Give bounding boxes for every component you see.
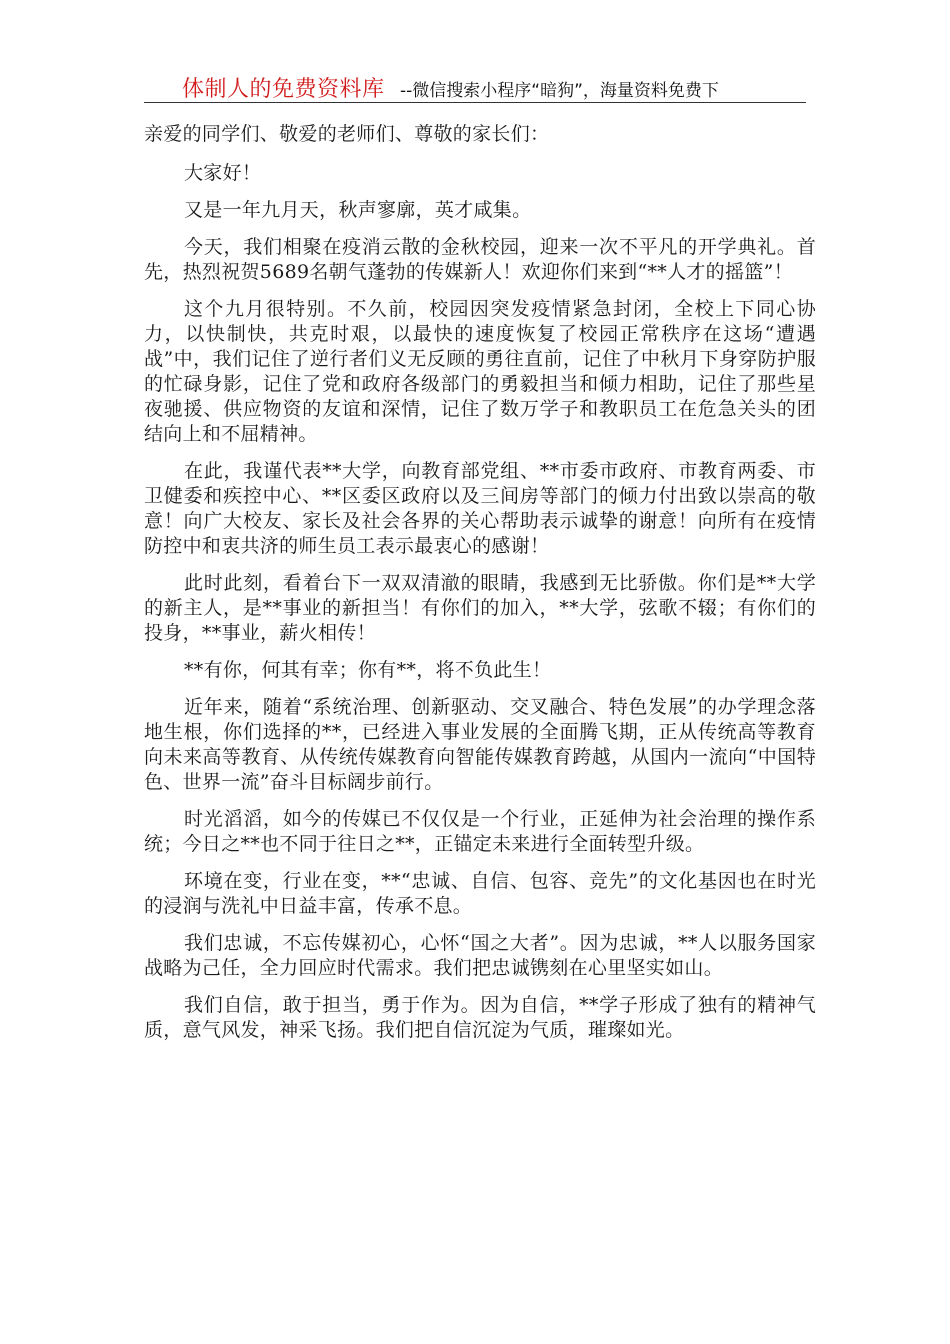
paragraph: **有你，何其有幸；你有**，将不负此生！ bbox=[184, 659, 552, 681]
header-tagline: --微信搜索小程序“暗狗”，海量资料免费下 bbox=[400, 81, 719, 101]
document-body bbox=[144, 122, 816, 1055]
salutation: 亲爱的同学们、敬爱的老师们、尊敬的家长们： bbox=[144, 123, 550, 145]
paragraph: 环境在变，行业在变，**“忠诚、自信、包容、竞先”的文化基因也在时光的浸润与洗礼中日益丰富，传承不息。 bbox=[144, 870, 816, 917]
paragraph: 我们忠诚，不忘传媒初心，心怀“国之大者”。因为忠诚，**人以服务国家战略为己任，全力回应时代需求。我们把忠诚镌刻在心里坚实如山。 bbox=[144, 932, 816, 979]
paragraph: 近年来，随着“系统治理、创新驱动、交叉融合、特色发展”的办学理念落地生根，你们选择的**，已经进入事业发展的全面腾飞期，正从传统高等教育向未来高等教育、从传统传媒教育向智能传媒教育跨越，从国内一流向“中国特色、世界一流”奋斗目标阔步前行。 bbox=[144, 696, 816, 793]
paragraph: 此时此刻，看着台下一双双清澈的眼睛，我感到无比骄傲。你们是**大学的新主人，是**事业的新担当！有你们的加入，**大学，弦歌不辍；有你们的投身，**事业，薪火相传！ bbox=[144, 572, 816, 644]
header-brand: 体制人的免费资料库 bbox=[182, 77, 385, 102]
paragraph: 又是一年九月天，秋声寥廓，英才咸集。 bbox=[184, 199, 532, 221]
paragraph: 今天，我们相聚在疫消云散的金秋校园，迎来一次不平凡的开学典礼。首先，热烈祝贺5689名朝气蓬勃的传媒新人！欢迎你们来到“**人才的摇篮”！ bbox=[144, 236, 816, 283]
paragraph: 我们自信，敢于担当，勇于作为。因为自信，**学子形成了独有的精神气质，意气风发，神采飞扬。我们把自信沉淀为气质，璀璨如光。 bbox=[144, 994, 816, 1041]
page-header bbox=[144, 70, 806, 103]
paragraph: 这个九月很特别。不久前，校园因突发疫情紧急封闭，全校上下同心协力，以快制快，共克时艰，以最快的速度恢复了校园正常秩序在这场“遭遇战”中，我们记住了逆行者们义无反顾的勇往直前，记住了中秋月下身穿防护服的忙碌身影，记住了党和政府各级部门的勇毅担当和倾力相助，记住了那些星夜驰援、供应物资的友谊和深情，记住了数万学子和教职员工在危急关头的团结向上和不屈精神。 bbox=[144, 298, 816, 445]
paragraph: 大家好！ bbox=[184, 162, 262, 184]
paragraph: 在此，我谨代表**大学，向教育部党组、**市委市政府、市教育两委、市卫健委和疾控中心、**区委区政府以及三间房等部门的倾力付出致以崇高的敬意！向广大校友、家长及社会各界的关心帮助表示诚挚的谢意！向所有在疫情防控中和衷共济的师生员工表示最衷心的感谢！ bbox=[144, 460, 816, 557]
paragraph: 时光滔滔，如今的传媒已不仅仅是一个行业，正延伸为社会治理的操作系统；今日之**也不同于往日之**，正锚定未来进行全面转型升级。 bbox=[144, 808, 816, 855]
